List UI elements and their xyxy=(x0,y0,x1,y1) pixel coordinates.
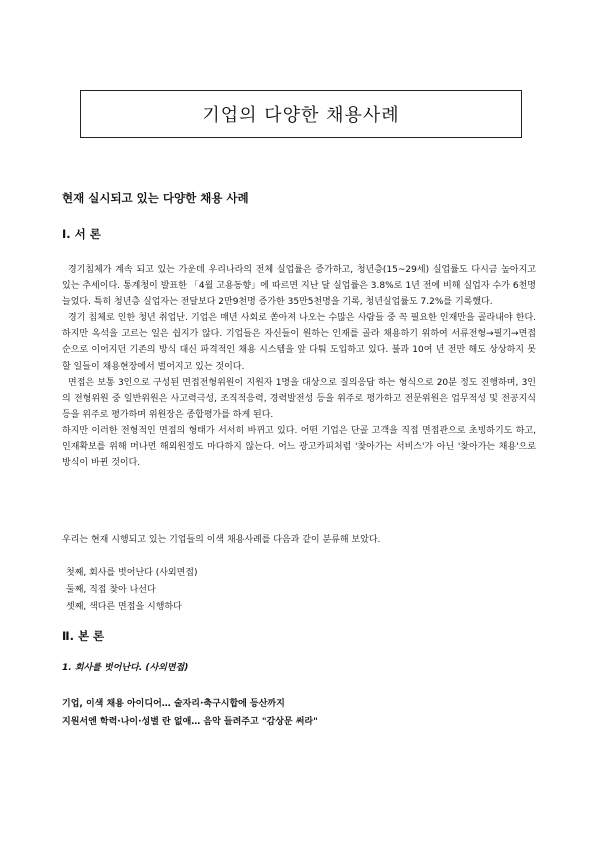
list-item: 둘째, 직접 찾아 나선다 xyxy=(66,585,156,595)
list-item: 첫째, 회사를 벗어난다 (사외면접) xyxy=(66,568,198,578)
section-heading-main: Ⅱ. 본 론 xyxy=(62,629,105,643)
section-heading-introduction: Ⅰ. 서 론 xyxy=(62,227,101,241)
article-headline: 기업, 이색 채용 아이디어… 술자리·축구시합에 등산까지 xyxy=(62,699,285,709)
document-title xyxy=(80,90,522,138)
document-subtitle: 현재 실시되고 있는 다양한 채용 사례 xyxy=(62,191,249,205)
paragraph: 경기 침체로 인한 청년 취업난. 기업은 매년 사회로 쏟아져 나오는 수많은 사람들 중 꼭 필요한 인재만을 골라내야 한다. 하지만 옥석을 고르는 일은 쉽지가 않다. 기업들은 자신들이 원하는 인재를 골라 채용하기 위하여 서류전형→필기→면접 순으로 이어지던 기존의 방식 대신 파격적인 채용 시스템을 앞 다퉈 도입하고 있다. 불과 10여 년 전만 해도 상상하지 못할 일들이 채용현장에서 벌어지고 있는 것이다. xyxy=(62,313,536,372)
subsection-heading: 1. 회사를 벗어난다. (사외면접) xyxy=(62,663,189,673)
classification-list xyxy=(66,565,198,616)
article-subheadline: 지원서엔 학력·나이·성별 란 없애… 음악 들려주고 "감상문 써라" xyxy=(62,717,318,727)
paragraph: 면접은 보통 3인으로 구성된 면접전형위원이 지원자 1명을 대상으로 질의응답 하는 형식으로 20분 정도 진행하며, 3인의 전형위원 중 일반위원은 사고력극성, 조직적응력, 경력발전성 등을 위주로 평가하고 전문위원은 업무적성 및 전공지식 등을 위주로 평가하며 위원장은 종합평가를 하게 된다. xyxy=(62,377,536,420)
classification-summary: 우리는 현재 시행되고 있는 기업들의 이색 채용사례를 다음과 같이 분류해 보았다. xyxy=(62,535,381,545)
paragraph: 경기침체가 계속 되고 있는 가운데 우리나라의 전체 실업률은 증가하고, 청년층(15~29세) 실업률도 다시금 높아지고 있는 추세이다. 통계청이 발표한 「4월 고용동향」에 따르면 지난 달 실업률은 3.8%로 1년 전에 비해 실업자 수가 6천명 늘었다. 특히 청년층 실업자는 전달보다 2만9천명 증가한 35만5천명을 기록, 청년실업률도 7.2%를 기록했다. xyxy=(62,265,536,308)
paragraph: 하지만 이러한 전형적인 면접의 형태가 서서히 바뀌고 있다. 어떤 기업은 단골 고객을 직접 면접관으로 초빙하기도 하고, 인재확보를 위해 머나먼 해외원정도 마다하지 않는다. 어느 광고카피처럼 '찾아가는 서비스'가 아닌 '찾아가는 채용'으로 방식이 바뀐 것이다. xyxy=(62,425,536,469)
introduction-body xyxy=(62,262,536,471)
list-item: 셋째, 색다른 면접을 시행하다 xyxy=(66,602,182,612)
title-text: 기업의 다양한 채용사례 xyxy=(202,105,400,126)
